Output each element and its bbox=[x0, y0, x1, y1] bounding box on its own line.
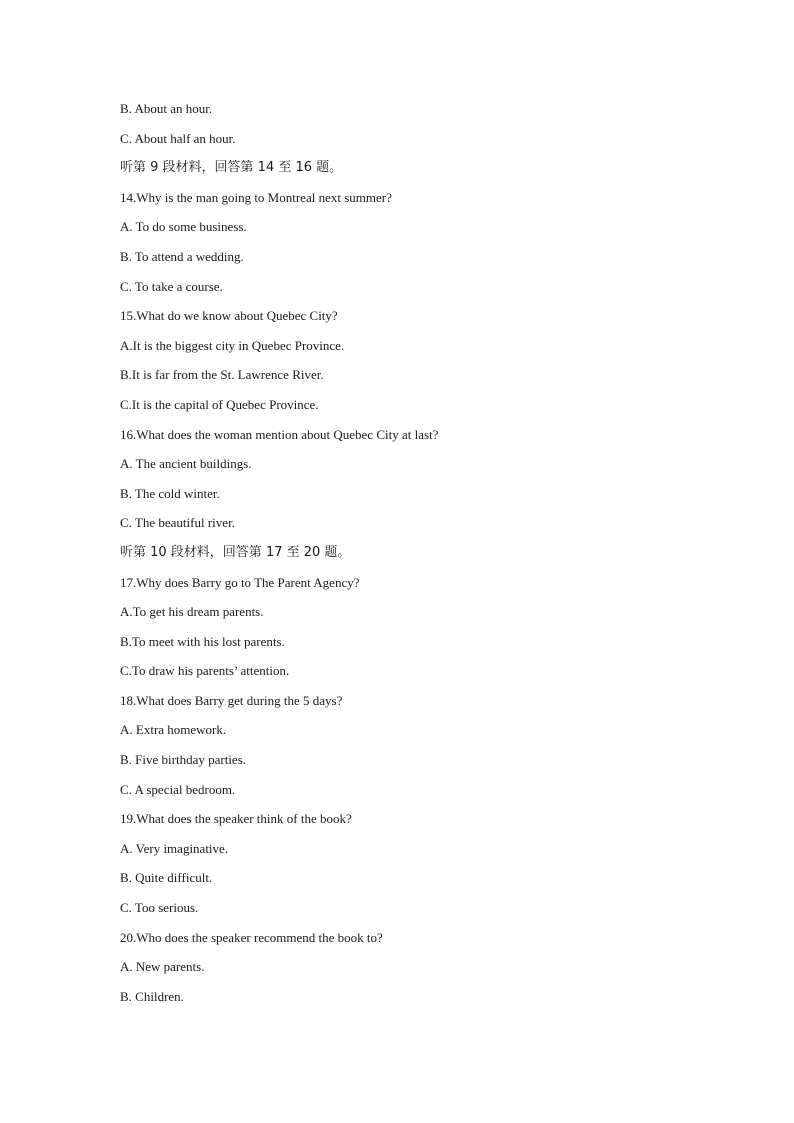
option-text: C. A special bedroom. bbox=[120, 781, 236, 797]
question-text: 14.Why is the man going to Montreal next summer? bbox=[120, 189, 392, 205]
question-text: 19.What does the speaker think of the book? bbox=[120, 811, 352, 827]
section-heading: 听第 9 段材料，回答第 14 至 16 题。 bbox=[120, 160, 343, 176]
option-text: C.To draw his parents’ attention. bbox=[120, 663, 290, 679]
option-text: B. Quite difficult. bbox=[120, 870, 213, 886]
option-text: C. To take a course. bbox=[120, 278, 223, 294]
option-text: B. To attend a wedding. bbox=[120, 248, 244, 264]
option-text: C.It is the capital of Quebec Province. bbox=[120, 396, 319, 412]
question-text: 15.What do we know about Quebec City? bbox=[120, 308, 338, 324]
option-text: B.To meet with his lost parents. bbox=[120, 633, 285, 649]
option-text: A.To get his dream parents. bbox=[120, 604, 264, 620]
option-text: B. Five birthday parties. bbox=[120, 752, 247, 768]
question-text: 18.What does Barry get during the 5 days? bbox=[120, 692, 343, 708]
option-text: C. Too serious. bbox=[120, 900, 199, 916]
option-text: A. Very imaginative. bbox=[120, 840, 229, 856]
option-text: B. The cold winter. bbox=[120, 485, 220, 501]
option-text: B. About an hour. bbox=[120, 101, 213, 116]
option-text: B.It is far from the St. Lawrence River. bbox=[120, 367, 324, 383]
question-text: 20.Who does the speaker recommend the book to? bbox=[120, 929, 383, 945]
option-text: C. About half an hour. bbox=[120, 130, 236, 146]
option-text: B. Children. bbox=[120, 988, 184, 1004]
option-text: A. New parents. bbox=[120, 959, 205, 975]
option-text: A. To do some business. bbox=[120, 219, 247, 235]
option-text: A. Extra homework. bbox=[120, 722, 227, 738]
question-text: 17.Why does Barry go to The Parent Agency? bbox=[120, 574, 360, 590]
option-text: A. The ancient buildings. bbox=[120, 456, 252, 472]
option-text: C. The beautiful river. bbox=[120, 515, 235, 531]
document-page bbox=[120, 94, 720, 1011]
option-text: A.It is the biggest city in Quebec Province. bbox=[120, 337, 345, 353]
section-heading: 听第 10 段材料，回答第 17 至 20 题。 bbox=[120, 544, 351, 560]
question-text: 16.What does the woman mention about Quebec City at last? bbox=[120, 426, 439, 442]
